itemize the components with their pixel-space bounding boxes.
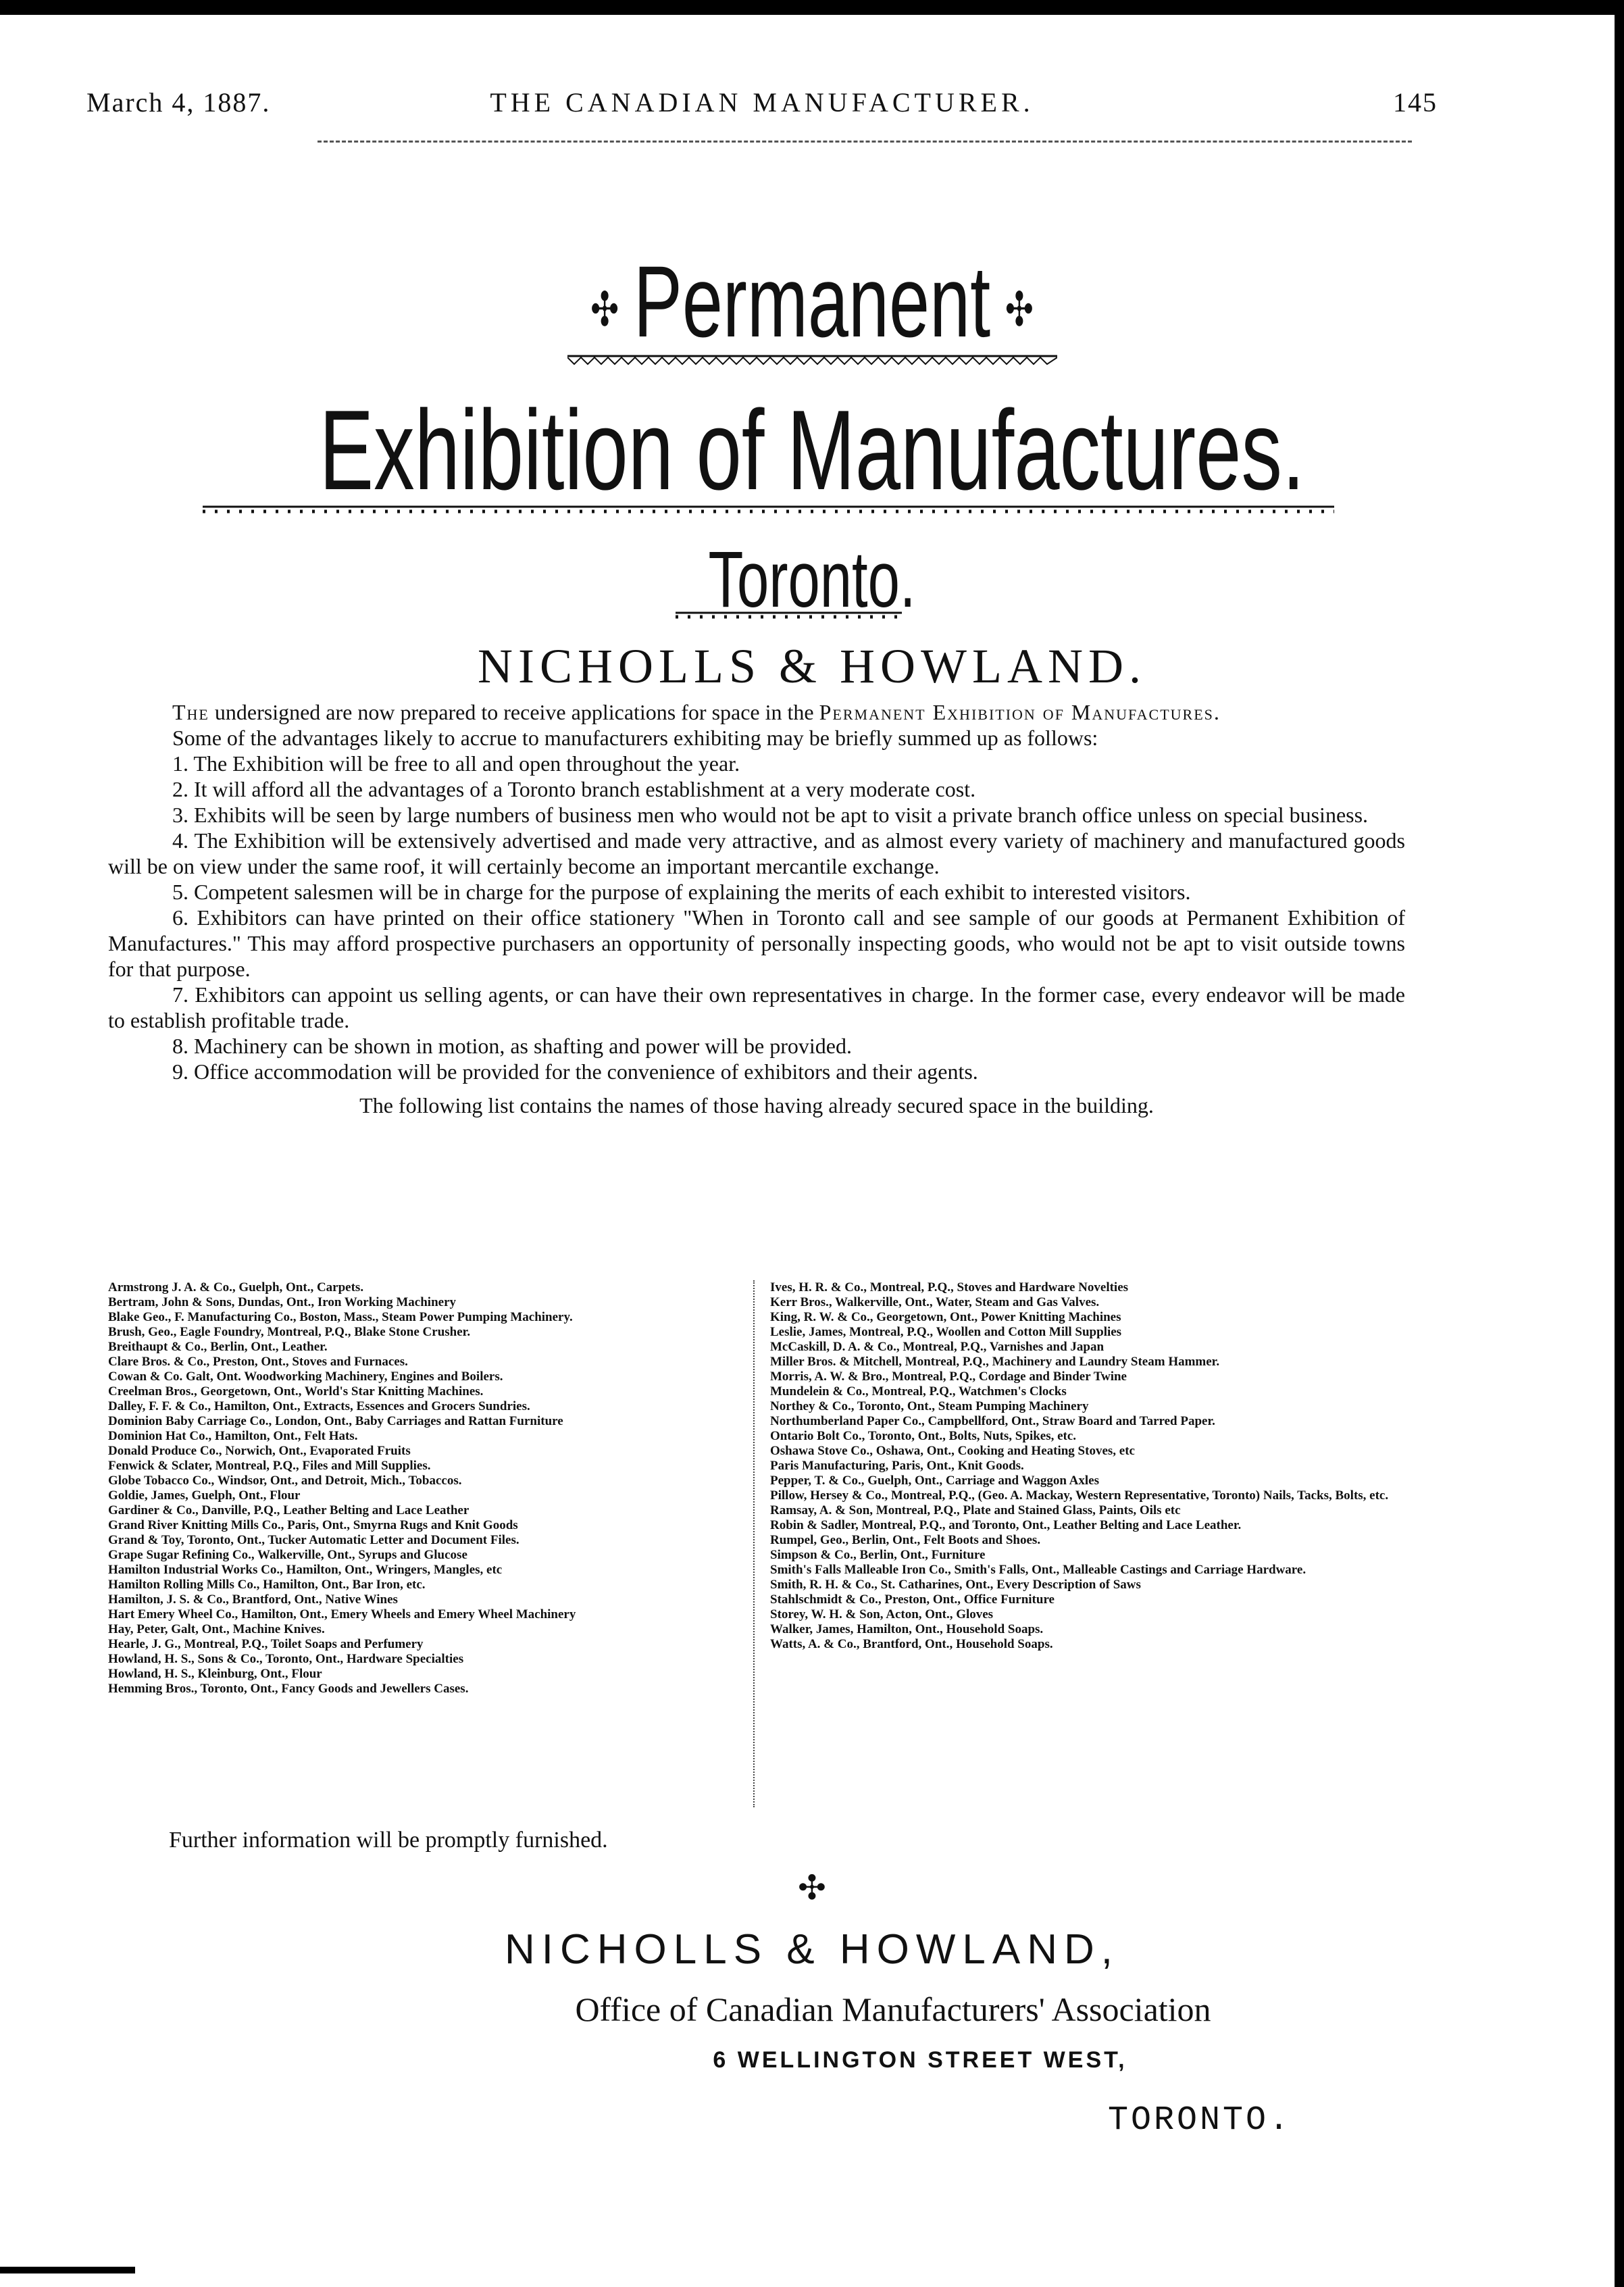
exhibitor-list-intro: The following list contains the names of those having already secured space in the building. [359,1093,1154,1117]
ornament-right-icon: ✣ [1005,283,1034,336]
exhibitor-entry: Storey, W. H. & Son, Acton, Ont., Gloves [770,1607,994,1622]
advantage-item: 2. It will afford all the advantages of a Toronto branch establishment at a very moderate cost. [172,777,976,801]
headline-exhibition: Exhibition of Manufactures. [319,386,1305,513]
exhibitor-entry: Northumberland Paper Co., Campbellford, Ont., Straw Board and Tarred Paper. [770,1414,1215,1428]
running-header [86,86,1438,127]
exhibitor-entry: Blake Geo., F. Manufacturing Co., Boston, Mass., Steam Power Pumping Machinery. [108,1310,573,1324]
exhibitor-entry: Grand River Knitting Mills Co., Paris, Ont., Smyrna Rugs and Knit Goods [108,1518,518,1532]
exhibitor-entry: Walker, James, Hamilton, Ont., Household Soaps. [770,1622,1044,1636]
exhibitor-entry: Goldie, James, Guelph, Ont., Flour [108,1488,301,1503]
advantage-item: 5. Competent salesmen will be in charge for the purpose of explaining the merits of each exhibit to interested visitors. [172,880,1191,904]
exhibitor-entry: Dominion Hat Co., Hamilton, Ont., Felt Hats. [108,1429,358,1443]
exhibitor-entry: Simpson & Co., Berlin, Ont., Furniture [770,1548,986,1562]
advantage-item: 7. Exhibitors can appoint us selling agents, or can have their own representatives in charge. In the former case, every endeavor will be made to establish profitable trade. [108,982,1405,1032]
city-name: TORONTO. [1108,2101,1292,2140]
exhibitor-entry: Gardiner & Co., Danville, P.Q., Leather Belting and Lace Leather [108,1503,470,1517]
exhibitor-entry: Grand & Toy, Toronto, Ont., Tucker Automatic Letter and Document Files. [108,1533,519,1547]
exhibitor-entry: Northey & Co., Toronto, Ont., Steam Pumping Machinery [770,1399,1089,1413]
exhibition-name: Permanent Exhibition of Manufactures. [819,700,1221,724]
page-number: 145 [1393,87,1438,118]
exhibitor-entry: Grape Sugar Refining Co., Walkerville, Ont., Syrups and Glucose [108,1548,467,1562]
exhibitor-column-left [108,1280,736,1697]
exhibitor-entry: Creelman Bros., Georgetown, Ont., World's Star Knitting Machines. [108,1384,484,1399]
exhibitor-entry: Clare Bros. & Co., Preston, Ont., Stoves and Furnaces. [108,1355,408,1369]
exhibitor-entry: Hamilton Industrial Works Co., Hamilton, Ont., Wringers, Mangles, etc [108,1563,503,1577]
exhibitor-entry: Pillow, Hersey & Co., Montreal, P.Q., (Geo. A. Mackay, Western Representative, Toronto) Nails, Tacks, Bolts, etc. [770,1488,1389,1503]
exhibitor-entry: Rumpel, Geo., Berlin, Ont., Felt Boots and Shoes. [770,1533,1041,1547]
exhibitor-entry: Smith, R. H. & Co., St. Catharines, Ont., Every Description of Saws [770,1578,1141,1592]
exhibitor-entry: Leslie, James, Montreal, P.Q., Woollen and Cotton Mill Supplies [770,1325,1122,1339]
intro-paragraph [108,699,1405,725]
exhibitor-entry: Ives, H. R. & Co., Montreal, P.Q., Stoves and Hardware Novelties [770,1280,1129,1295]
company-name-footer: NICHOLLS & HOWLAND, [504,1926,1120,1973]
advantage-item: 1. The Exhibition will be free to all and open throughout the year. [172,751,740,776]
exhibitor-entry: Hamilton Rolling Mills Co., Hamilton, Ont., Bar Iron, etc. [108,1578,426,1592]
exhibitor-entry: Fenwick & Sclater, Montreal, P.Q., Files and Mill Supplies. [108,1459,431,1473]
exhibitor-entry: Kerr Bros., Walkerville, Ont., Water, Steam and Gas Valves. [770,1295,1100,1309]
exhibitor-entry: Brush, Geo., Eagle Foundry, Montreal, P.Q., Blake Stone Crusher. [108,1325,471,1339]
exhibitor-entry: Miller Bros. & Mitchell, Montreal, P.Q., Machinery and Laundry Steam Hammer. [770,1355,1220,1369]
exhibitor-entry: Bertram, John & Sons, Dundas, Ont., Iron Working Machinery [108,1295,457,1309]
scallop-rule-1 [567,355,1057,366]
exhibitor-entry: Hart Emery Wheel Co., Hamilton, Ont., Emery Wheels and Emery Wheel Machinery [108,1607,576,1622]
exhibitor-entry: Howland, H. S., Kleinburg, Ont., Flour [108,1667,322,1681]
exhibitor-entry: Globe Tobacco Co., Windsor, Ont., and Detroit, Mich., Tobaccos. [108,1474,462,1488]
issue-date: March 4, 1887. [86,87,271,118]
company-name-heading: NICHOLLS & HOWLAND. [478,639,1146,693]
top-border-rule [0,0,1624,15]
exhibitor-entry: King, R. W. & Co., Georgetown, Ont., Power Knitting Machines [770,1310,1121,1324]
exhibitor-entry: Stahlschmidt & Co., Preston, Ont., Office Furniture [770,1592,1055,1607]
exhibitor-entry: Smith's Falls Malleable Iron Co., Smith's Falls, Ont., Malleable Castings and Carriage Hardware. [770,1563,1306,1577]
scallop-rule-3 [676,611,902,621]
advantage-item: 4. The Exhibition will be extensively advertised and made very attractive, and as almost every variety of machinery and manufactured goods will be on view under the same roof, it will certainly become an important mercantile exchange. [108,828,1405,878]
bottom-scan-mark [0,2267,135,2273]
headline-line-1: Permanent [633,245,991,358]
exhibitor-entry: Dominion Baby Carriage Co., London, Ont., Baby Carriages and Rattan Furniture [108,1414,563,1428]
exhibitor-entry: Oshawa Stove Co., Oshawa, Ont., Cooking and Heating Stoves, etc [770,1444,1135,1458]
ornament-icon: ✣ [798,1869,826,1907]
exhibitor-entry: Armstrong J. A. & Co., Guelph, Ont., Carpets. [108,1280,364,1295]
street-address: 6 WELLINGTON STREET WEST, [713,2047,1127,2073]
advertisement-body [108,699,1405,1118]
exhibitor-entry: Robin & Sadler, Montreal, P.Q., and Toronto, Ont., Leather Belting and Lace Leather. [770,1518,1242,1532]
exhibitor-entry: Dalley, F. F. & Co., Hamilton, Ont., Extracts, Essences and Grocers Sundries. [108,1399,530,1413]
header-divider [318,141,1412,143]
exhibitor-entry: Breithaupt & Co., Berlin, Ont., Leather. [108,1340,328,1354]
exhibitor-entry: Hemming Bros., Toronto, Ont., Fancy Goods and Jewellers Cases. [108,1682,469,1696]
exhibitor-entry: Paris Manufacturing, Paris, Ont., Knit Goods. [770,1459,1024,1473]
exhibitor-entry: Mundelein & Co., Montreal, P.Q., Watchmen's Clocks [770,1384,1067,1399]
exhibitor-entry: Howland, H. S., Sons & Co., Toronto, Ont., Hardware Specialties [108,1652,464,1666]
exhibitor-listing [108,1280,1405,1814]
exhibitor-entry: Ontario Bolt Co., Toronto, Ont., Bolts, Nuts, Spikes, etc. [770,1429,1077,1443]
advantages-intro: Some of the advantages likely to accrue to manufacturers exhibiting may be briefly summed up as follows: [172,726,1098,750]
scallop-rule-2 [203,505,1334,516]
column-divider [753,1280,755,1807]
advantage-item: 6. Exhibitors can have printed on their office stationery "When in Toronto call and see sample of our goods at Permanent Exhibition of Manufactures." This may afford prospective purchasers an opportunity of personally inspecting goods, who would not be apt to visit outside towns for that purpose. [108,905,1405,981]
advantage-item: 9. Office accommodation will be provided for the convenience of exhibitors and their agents. [172,1059,978,1084]
advantage-item: 3. Exhibits will be seen by large numbers of business men who would not be apt to visit a private branch office unless on special business. [172,803,1369,827]
publication-title: THE CANADIAN MANUFACTURER. [490,87,1034,118]
further-information: Further information will be promptly furnished. [169,1828,608,1853]
exhibitor-entry: Hearle, J. G., Montreal, P.Q., Toilet Soaps and Perfumery [108,1637,424,1651]
exhibitor-entry: Hay, Peter, Galt, Ont., Machine Knives. [108,1622,325,1636]
exhibitor-entry: McCaskill, D. A. & Co., Montreal, P.Q., Varnishes and Japan [770,1340,1105,1354]
intro-text: undersigned are now prepared to receive applications for space in the [209,700,819,724]
exhibitor-entry: Ramsay, A. & Son, Montreal, P.Q., Plate and Stained Glass, Paints, Oils etc [770,1503,1181,1517]
exhibitor-entry: Morris, A. W. & Bro., Montreal, P.Q., Cordage and Binder Twine [770,1369,1127,1384]
exhibitor-entry: Cowan & Co. Galt, Ont. Woodworking Machinery, Engines and Boilers. [108,1369,503,1384]
advantage-item: 8. Machinery can be shown in motion, as shafting and power will be provided. [172,1034,852,1058]
headline-toronto: Toronto. [708,535,916,624]
exhibitor-entry: Watts, A. & Co., Brantford, Ont., Household Soaps. [770,1637,1053,1651]
exhibitor-entry: Donald Produce Co., Norwich, Ont., Evaporated Fruits [108,1444,411,1458]
headline-permanent [228,243,1397,360]
office-address-line: Office of Canadian Manufacturers' Association [575,1990,1211,2028]
exhibitor-entry: Pepper, T. & Co., Guelph, Ont., Carriage and Waggon Axles [770,1474,1100,1488]
intro-lead: The [172,700,209,724]
exhibitor-entry: Hamilton, J. S. & Co., Brantford, Ont., Native Wines [108,1592,398,1607]
ornament-left-icon: ✣ [590,283,619,336]
exhibitor-column-right [770,1280,1398,1652]
